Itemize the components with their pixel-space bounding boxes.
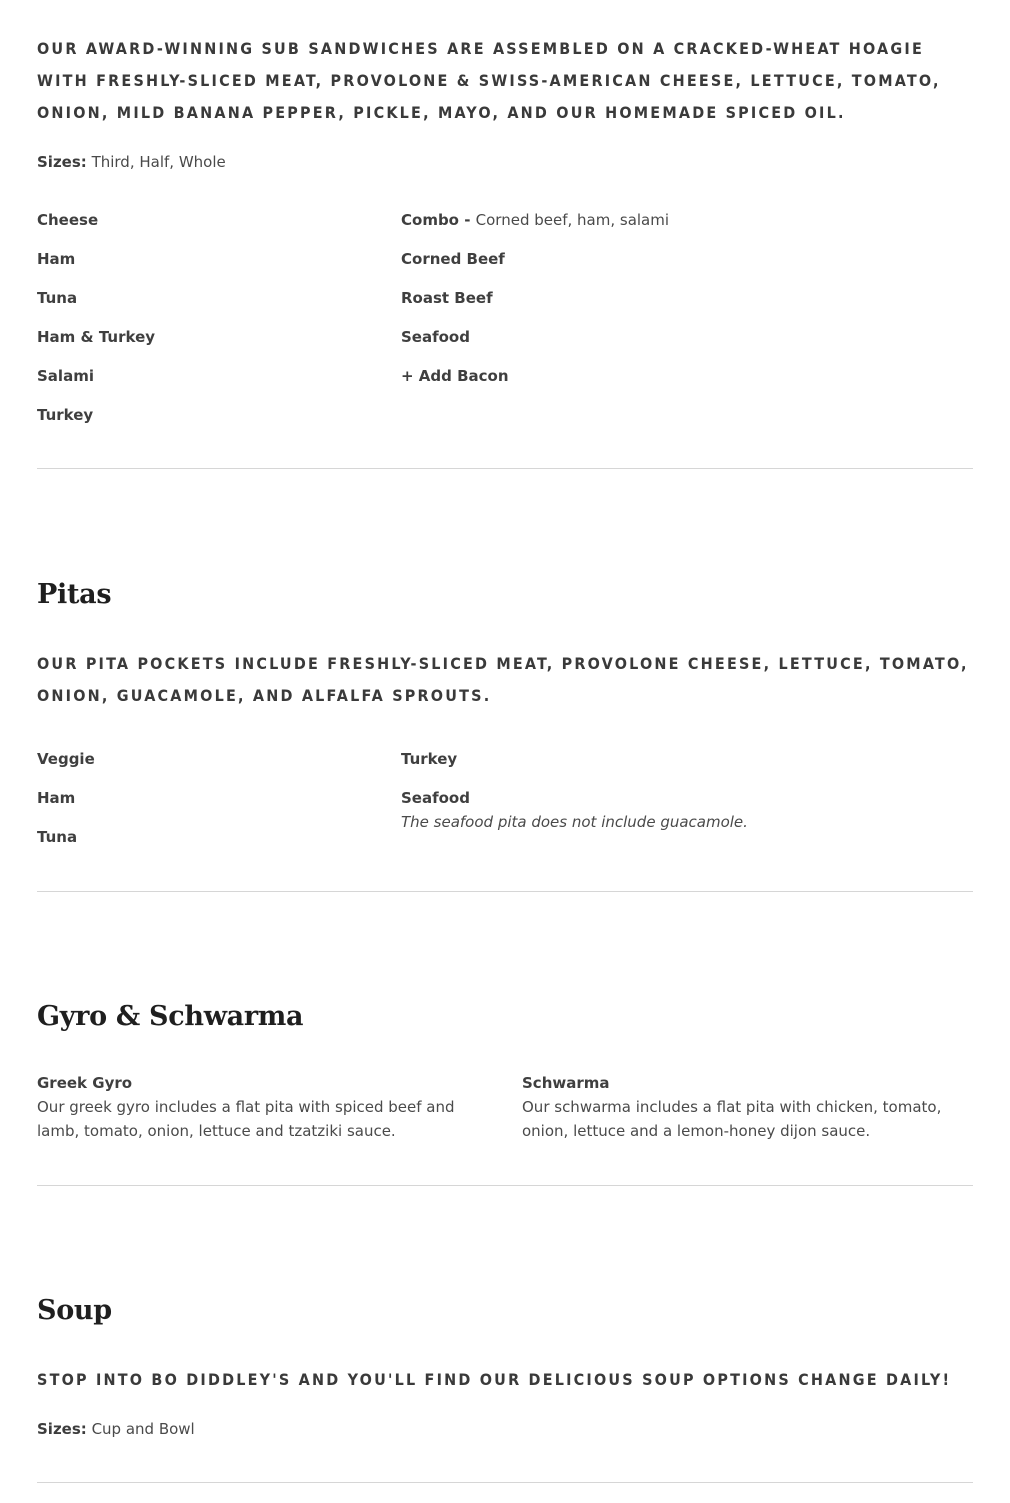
menu-item	[37, 403, 377, 427]
soup-title: Soup	[37, 1295, 112, 1326]
subs-left-column	[37, 208, 377, 442]
item-name: Salami	[37, 367, 94, 385]
gyro-left-column	[37, 1071, 497, 1158]
item-name: Greek Gyro	[37, 1074, 133, 1092]
menu-item-combo	[401, 208, 961, 232]
menu-item	[37, 825, 377, 849]
item-name: Seafood	[401, 789, 470, 807]
gyro-right-column	[522, 1071, 973, 1158]
item-name: Ham & Turkey	[37, 328, 156, 346]
menu-item	[37, 1071, 497, 1143]
item-name: Roast Beef	[401, 289, 493, 307]
soup-sizes-value: Cup and Bowl	[91, 1420, 195, 1438]
section-divider	[37, 1482, 973, 1483]
item-name: Turkey	[37, 406, 94, 424]
menu-item	[37, 286, 377, 310]
menu-item	[522, 1071, 973, 1143]
item-name: Corned Beef	[401, 250, 505, 268]
pitas-right-column	[401, 747, 961, 849]
item-name: Seafood	[401, 328, 470, 346]
subs-sizes	[37, 150, 226, 174]
item-note: The seafood pita does not include guacamole.	[401, 813, 748, 831]
section-divider	[37, 468, 973, 469]
item-name: Veggie	[37, 750, 95, 768]
subs-sizes-value: Third, Half, Whole	[91, 153, 226, 171]
menu-item	[401, 747, 961, 771]
gyro-title: Gyro & Schwarma	[37, 1001, 304, 1032]
menu-item	[37, 747, 377, 771]
item-name: Cheese	[37, 211, 99, 229]
soup-sizes	[37, 1417, 195, 1441]
subs-intro: OUR AWARD-WINNING SUB SANDWICHES ARE ASSEMBLED ON A CRACKED-WHEAT HOAGIE WITH FRESHLY-SLICED MEAT, PROVOLONE & SWISS-AMERICAN CHEESE, LETTUCE, TOMATO, ONION, MILD BANANA PEPPER, PICKLE, MAYO, AND OUR HOMEMADE SPICED OIL.	[37, 39, 941, 122]
subs-right-column	[401, 208, 961, 403]
item-name: Turkey	[401, 750, 458, 768]
soup-intro: STOP INTO BO DIDDLEY'S AND YOU'LL FIND OUR DELICIOUS SOUP OPTIONS CHANGE DAILY!	[37, 1370, 952, 1389]
menu-item	[401, 364, 961, 388]
soup-sizes-label: Sizes:	[37, 1420, 87, 1438]
pitas-title: Pitas	[37, 579, 112, 610]
item-name: Ham	[37, 250, 76, 268]
pitas-left-column	[37, 747, 377, 864]
menu-item	[37, 786, 377, 810]
menu-item	[37, 247, 377, 271]
item-desc: Our schwarma includes a flat pita with chicken, tomato, onion, lettuce and a lemon-honey dijon sauce.	[522, 1098, 942, 1140]
item-name: Ham	[37, 789, 76, 807]
menu-item	[37, 364, 377, 388]
menu-item	[401, 286, 961, 310]
item-desc: Our greek gyro includes a flat pita with spiced beef and lamb, tomato, onion, lettuce and tzatziki sauce.	[37, 1098, 455, 1140]
section-divider	[37, 891, 973, 892]
menu-item	[401, 786, 961, 834]
subs-sizes-label: Sizes:	[37, 153, 87, 171]
menu-item	[37, 325, 377, 349]
menu-item	[37, 208, 377, 232]
item-name: Tuna	[37, 828, 78, 846]
menu-item	[401, 247, 961, 271]
section-divider	[37, 1185, 973, 1186]
item-name: Schwarma	[522, 1074, 610, 1092]
item-desc: Corned beef, ham, salami	[475, 211, 670, 229]
item-name: Combo -	[401, 211, 476, 229]
item-name: Tuna	[37, 289, 78, 307]
pitas-intro: OUR PITA POCKETS INCLUDE FRESHLY-SLICED MEAT, PROVOLONE CHEESE, LETTUCE, TOMATO, ONION, GUACAMOLE, AND ALFALFA SPROUTS.	[37, 654, 969, 705]
item-name: + Add Bacon	[401, 367, 509, 385]
menu-item	[401, 325, 961, 349]
